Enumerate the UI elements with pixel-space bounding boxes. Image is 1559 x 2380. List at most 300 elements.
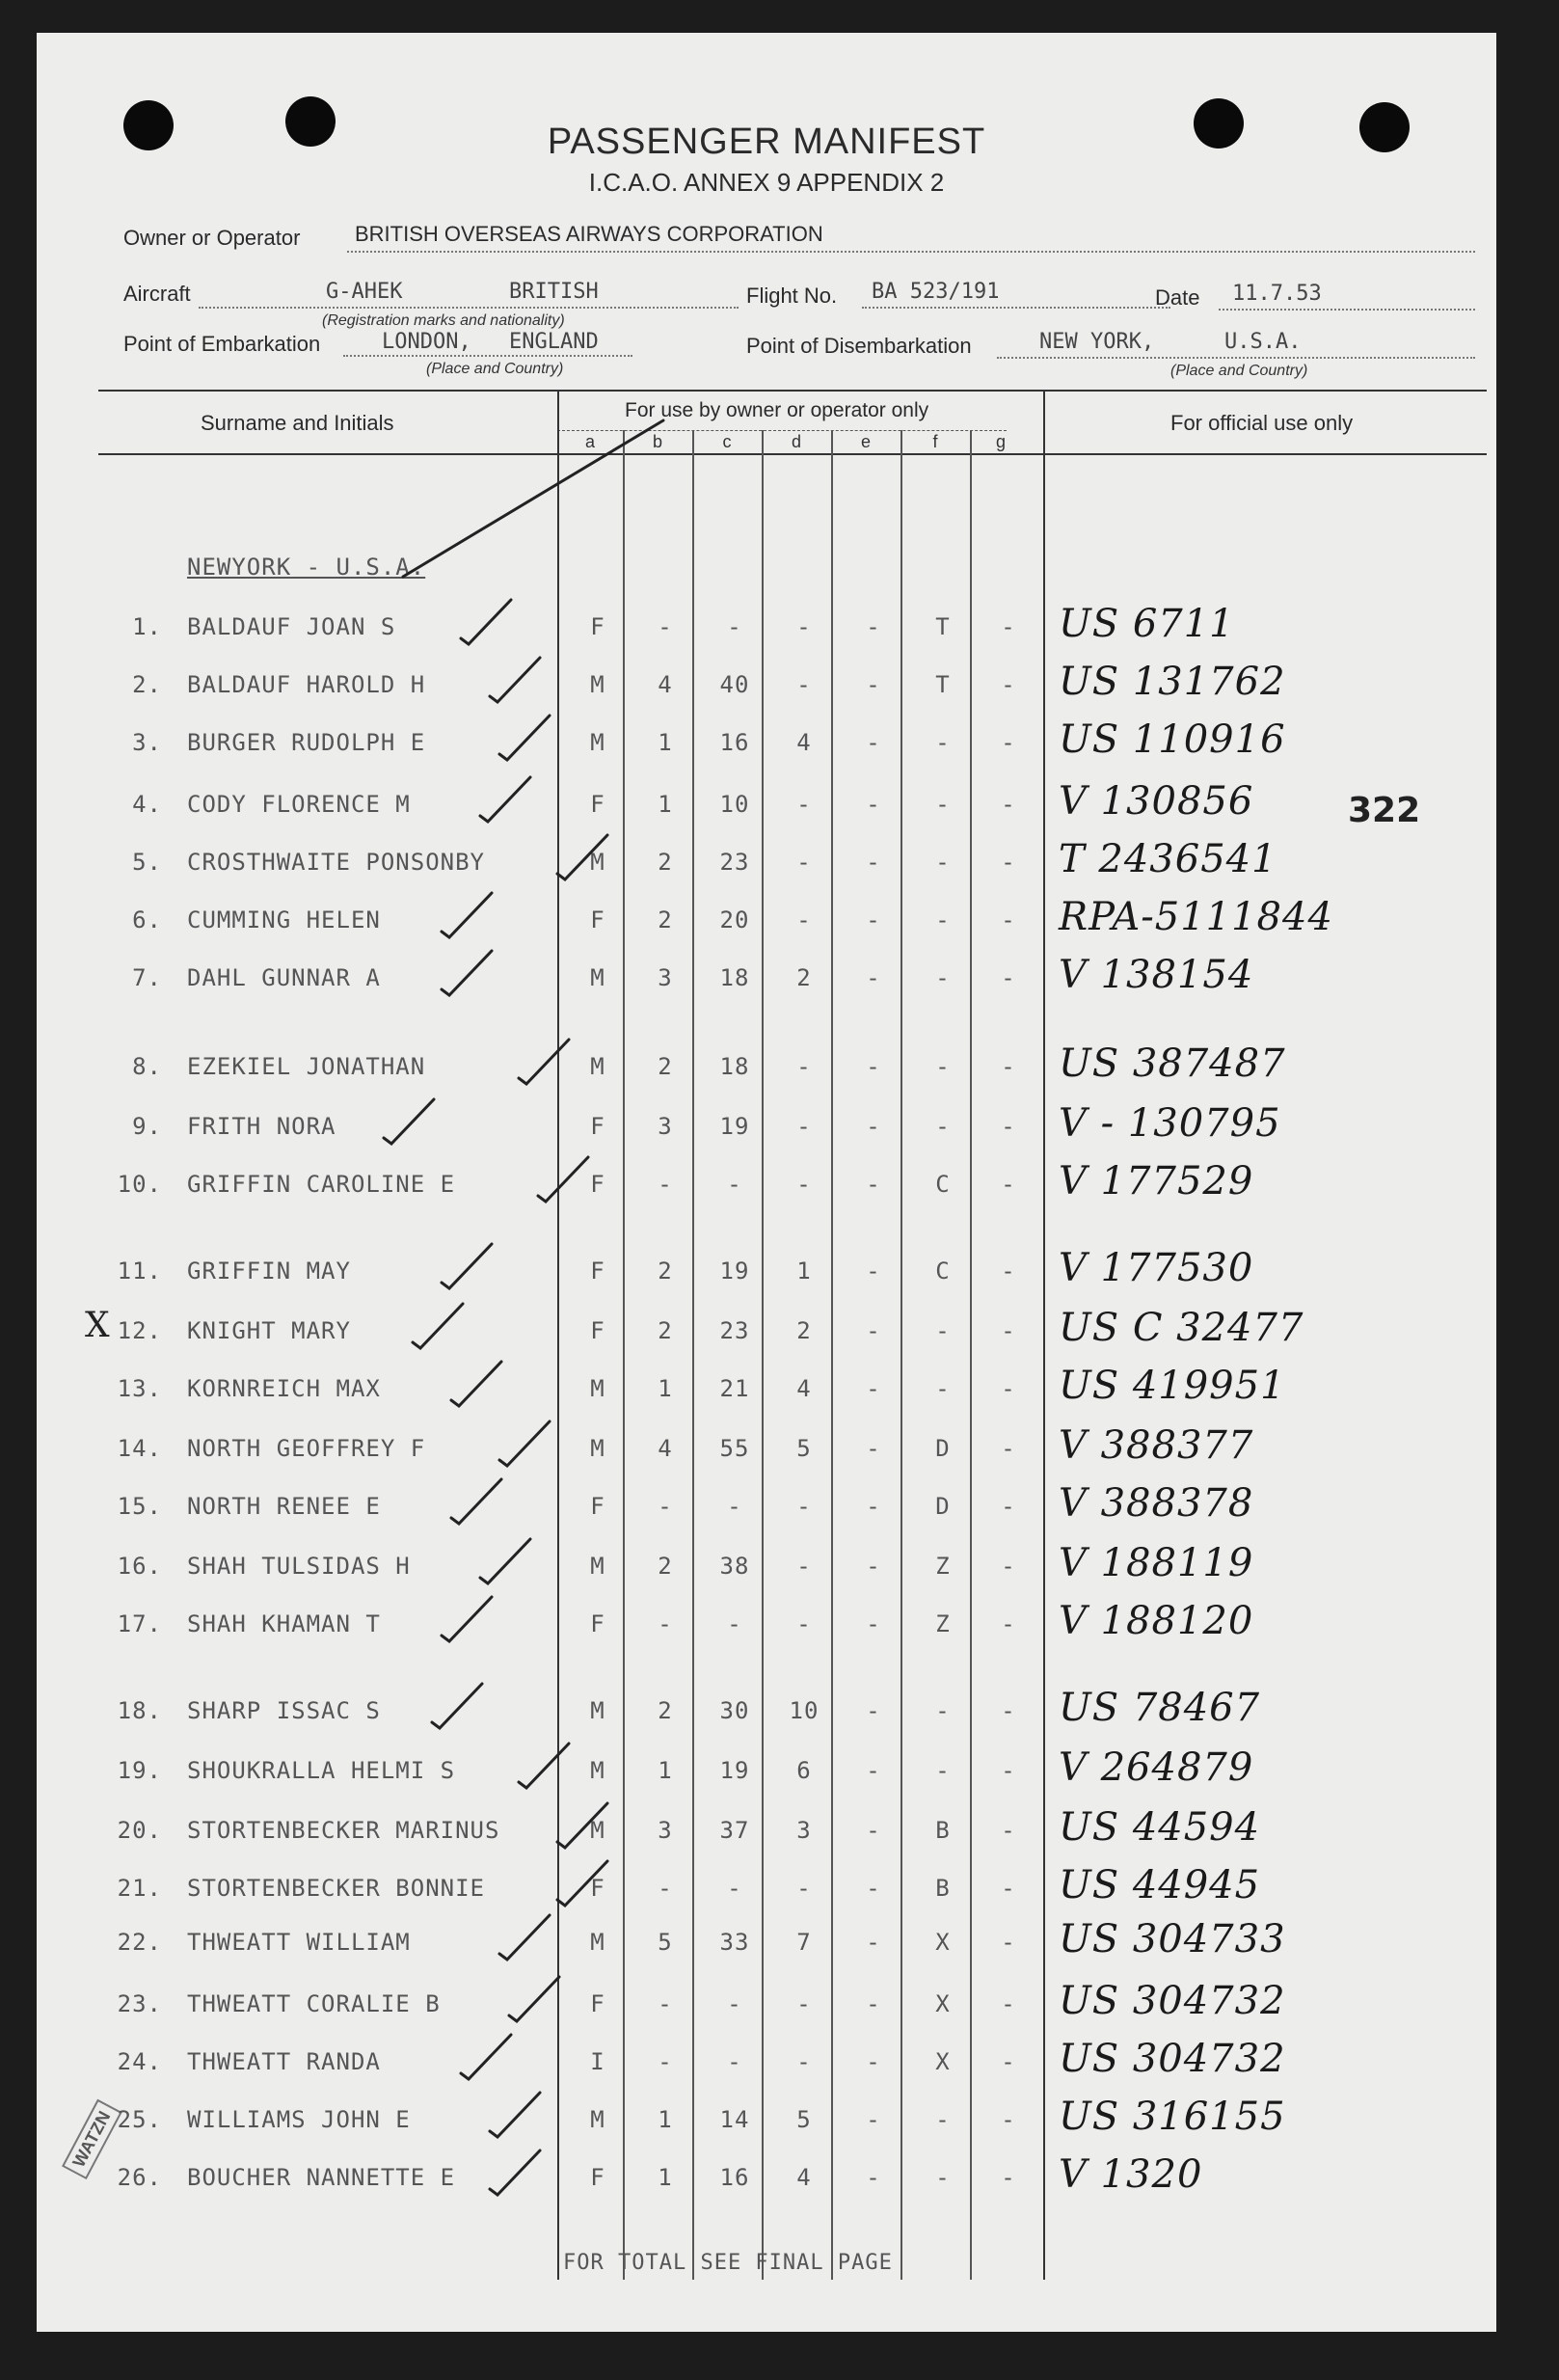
- cell-g: -: [1001, 906, 1016, 933]
- check-mark-icon: [451, 1479, 501, 1524]
- passenger-name: BALDAUF JOAN S: [187, 613, 396, 640]
- cell-b: -: [658, 1875, 673, 1902]
- cell-c: -: [727, 2048, 742, 2075]
- date-value: 11.7.53: [1232, 282, 1322, 306]
- cell-e: -: [866, 1317, 881, 1344]
- cell-d: 4: [796, 729, 812, 756]
- check-mark-icon: [509, 1977, 559, 2021]
- cell-a: M: [590, 1817, 605, 1844]
- cell-c: 19: [719, 1113, 750, 1140]
- cell-b: 2: [658, 849, 673, 876]
- row-number: 14.: [117, 1435, 162, 1462]
- cell-d: 2: [796, 964, 812, 991]
- subcol-g: g: [995, 432, 1006, 451]
- cell-g: -: [1001, 1553, 1016, 1580]
- cell-b: 3: [658, 964, 673, 991]
- cell-c: -: [727, 1171, 742, 1198]
- passenger-name: SHARP ISSAC S: [187, 1697, 381, 1724]
- cell-f: X: [935, 1929, 951, 1956]
- check-marks: [37, 33, 1496, 2332]
- cell-c: 40: [719, 671, 750, 698]
- cell-d: -: [796, 1053, 812, 1080]
- ink-stamp: WATZN: [62, 2099, 122, 2179]
- subcol-e: e: [860, 432, 871, 451]
- flight-label: Flight No.: [746, 284, 838, 308]
- cell-d: -: [796, 791, 812, 818]
- cell-d: -: [796, 671, 812, 698]
- cell-c: 38: [719, 1553, 750, 1580]
- cell-a: M: [590, 1697, 605, 1724]
- passenger-name: GRIFFIN MAY: [187, 1258, 351, 1285]
- cell-f: -: [935, 1053, 951, 1080]
- page-stamp-number: 322: [1348, 791, 1421, 830]
- cell-b: 2: [658, 1053, 673, 1080]
- cell-c: 30: [719, 1697, 750, 1724]
- cell-e: -: [866, 729, 881, 756]
- section-heading: NEWYORK - U.S.A.: [187, 554, 426, 581]
- cell-g: -: [1001, 1610, 1016, 1637]
- cell-b: 1: [658, 791, 673, 818]
- cell-e: -: [866, 1757, 881, 1784]
- subcol-f: f: [932, 432, 938, 451]
- official-entry: US 44594: [1059, 1805, 1261, 1850]
- check-mark-icon: [557, 1861, 607, 1906]
- cell-d: 1: [796, 1258, 812, 1285]
- cell-e: -: [866, 1553, 881, 1580]
- check-mark-icon: [499, 716, 550, 760]
- cell-a: F: [590, 1493, 605, 1520]
- manifest-page: [37, 33, 1496, 2332]
- row-number: 25.: [117, 2106, 162, 2133]
- cell-d: -: [796, 906, 812, 933]
- cell-f: C: [935, 1258, 951, 1285]
- cell-f: -: [935, 1113, 951, 1140]
- cell-b: 1: [658, 1757, 673, 1784]
- passenger-name: SHOUKRALLA HELMI S: [187, 1757, 456, 1784]
- owner-value: BRITISH OVERSEAS AIRWAYS CORPORATION: [355, 222, 823, 246]
- official-entry: US 304732: [1059, 2037, 1286, 2081]
- cell-b: 2: [658, 1258, 673, 1285]
- passenger-name: GRIFFIN CAROLINE E: [187, 1171, 456, 1198]
- official-entry: US 6711: [1059, 602, 1235, 646]
- cell-g: -: [1001, 729, 1016, 756]
- check-mark-icon: [413, 1304, 463, 1348]
- cell-e: -: [866, 613, 881, 640]
- cell-f: D: [935, 1435, 951, 1462]
- cell-b: -: [658, 613, 673, 640]
- cell-e: -: [866, 1258, 881, 1285]
- passenger-name: THWEATT CORALIE B: [187, 1990, 441, 2017]
- cell-a: M: [590, 1929, 605, 1956]
- subcol-c: c: [722, 432, 732, 451]
- check-mark-icon: [451, 1362, 501, 1406]
- cell-b: -: [658, 1493, 673, 1520]
- cell-g: -: [1001, 1990, 1016, 2017]
- cell-c: -: [727, 1493, 742, 1520]
- check-mark-icon: [490, 658, 540, 702]
- cell-a: F: [590, 906, 605, 933]
- row-number: 24.: [117, 2048, 162, 2075]
- cell-e: -: [866, 1113, 881, 1140]
- row-number: 5.: [132, 849, 162, 876]
- cell-e: -: [866, 1610, 881, 1637]
- cell-b: 4: [658, 1435, 673, 1462]
- cell-f: -: [935, 1757, 951, 1784]
- cell-d: -: [796, 1875, 812, 1902]
- cell-g: -: [1001, 613, 1016, 640]
- cell-g: -: [1001, 1258, 1016, 1285]
- cell-d: -: [796, 1113, 812, 1140]
- check-mark-icon: [461, 2035, 511, 2079]
- cell-a: I: [590, 2048, 605, 2075]
- cell-b: 5: [658, 1929, 673, 1956]
- cell-f: T: [935, 671, 951, 698]
- cell-f: X: [935, 1990, 951, 2017]
- official-entry: US 44945: [1059, 1863, 1261, 1907]
- cell-g: -: [1001, 1817, 1016, 1844]
- diagonal-stroke: [403, 420, 663, 577]
- cell-e: -: [866, 1171, 881, 1198]
- cell-d: -: [796, 1553, 812, 1580]
- cell-e: -: [866, 1375, 881, 1402]
- disembarkation-label: Point of Disembarkation: [746, 334, 972, 358]
- official-entry: US 78467: [1059, 1686, 1261, 1730]
- check-mark-icon: [490, 2150, 540, 2195]
- cell-c: 16: [719, 2164, 750, 2191]
- cell-g: -: [1001, 1435, 1016, 1462]
- cell-b: 1: [658, 2164, 673, 2191]
- row-number: 7.: [132, 964, 162, 991]
- cell-c: -: [727, 1875, 742, 1902]
- cell-a: F: [590, 1113, 605, 1140]
- cell-g: -: [1001, 1171, 1016, 1198]
- official-entry: US 316155: [1059, 2095, 1286, 2139]
- cell-g: -: [1001, 1929, 1016, 1956]
- cell-e: -: [866, 1817, 881, 1844]
- cell-f: -: [935, 1697, 951, 1724]
- cell-a: M: [590, 671, 605, 698]
- official-entry: V 177529: [1059, 1159, 1254, 1204]
- cell-c: -: [727, 1610, 742, 1637]
- cell-g: -: [1001, 2106, 1016, 2133]
- passenger-name: SHAH KHAMAN T: [187, 1610, 381, 1637]
- cell-b: 1: [658, 2106, 673, 2133]
- cell-g: -: [1001, 1317, 1016, 1344]
- flight-value: BA 523/191: [872, 280, 1000, 304]
- cell-e: -: [866, 1990, 881, 2017]
- official-entry: V 130856: [1059, 779, 1254, 824]
- passenger-name: CODY FLORENCE M: [187, 791, 411, 818]
- check-mark-icon: [557, 1803, 607, 1848]
- cell-d: 3: [796, 1817, 812, 1844]
- embarkation-place: LONDON,: [382, 330, 471, 354]
- cell-d: 6: [796, 1757, 812, 1784]
- cell-g: -: [1001, 964, 1016, 991]
- official-entry: US 419951: [1059, 1364, 1286, 1408]
- row-number: 16.: [117, 1553, 162, 1580]
- check-mark-icon: [480, 777, 530, 822]
- cell-a: F: [590, 1990, 605, 2017]
- official-entry: V 177530: [1059, 1246, 1254, 1290]
- cell-c: 55: [719, 1435, 750, 1462]
- cell-f: -: [935, 1317, 951, 1344]
- cell-c: 37: [719, 1817, 750, 1844]
- aircraft-caption: (Registration marks and nationality): [322, 312, 565, 329]
- official-entry: US 387487: [1059, 1041, 1286, 1086]
- cell-g: -: [1001, 1697, 1016, 1724]
- cell-f: -: [935, 729, 951, 756]
- cell-d: 2: [796, 1317, 812, 1344]
- cell-e: -: [866, 906, 881, 933]
- cell-f: -: [935, 849, 951, 876]
- cell-g: -: [1001, 2164, 1016, 2191]
- aircraft-nationality: BRITISH: [509, 280, 599, 304]
- row-number: 23.: [117, 1990, 162, 2017]
- official-entry: US 304733: [1059, 1917, 1286, 1961]
- row-number: 10.: [117, 1171, 162, 1198]
- cell-b: 2: [658, 1317, 673, 1344]
- cell-d: -: [796, 1610, 812, 1637]
- aircraft-label: Aircraft: [123, 282, 191, 306]
- document-subtitle: I.C.A.O. ANNEX 9 APPENDIX 2: [588, 168, 945, 197]
- cell-a: M: [590, 1053, 605, 1080]
- cell-g: -: [1001, 1053, 1016, 1080]
- cell-e: -: [866, 791, 881, 818]
- passenger-name: KNIGHT MARY: [187, 1317, 351, 1344]
- row-number: 11.: [117, 1258, 162, 1285]
- passenger-name: NORTH RENEE E: [187, 1493, 381, 1520]
- cell-c: 14: [719, 2106, 750, 2133]
- cell-f: T: [935, 613, 951, 640]
- column-header-official: For official use only: [1170, 411, 1354, 435]
- row-number: 12.: [117, 1317, 162, 1344]
- row-number: 3.: [132, 729, 162, 756]
- cell-g: -: [1001, 1875, 1016, 1902]
- cell-a: F: [590, 613, 605, 640]
- disembarkation-country: U.S.A.: [1224, 330, 1302, 354]
- date-label: Date: [1155, 285, 1200, 310]
- cell-e: -: [866, 1697, 881, 1724]
- passenger-name: STORTENBECKER BONNIE: [187, 1875, 485, 1902]
- official-entry: V 264879: [1059, 1745, 1254, 1790]
- cell-c: 23: [719, 849, 750, 876]
- cell-f: D: [935, 1493, 951, 1520]
- cell-e: -: [866, 849, 881, 876]
- cell-a: F: [590, 1258, 605, 1285]
- cell-f: Z: [935, 1553, 951, 1580]
- official-entry: US 110916: [1059, 717, 1286, 762]
- check-mark-icon: [499, 1915, 550, 1960]
- check-mark-icon: [519, 1040, 569, 1084]
- check-mark-icon: [442, 1597, 492, 1641]
- disembarkation-caption: (Place and Country): [1170, 363, 1308, 379]
- cell-f: -: [935, 964, 951, 991]
- subcol-a: a: [584, 432, 595, 451]
- cell-d: -: [796, 1990, 812, 2017]
- passenger-name: SHAH TULSIDAS H: [187, 1553, 411, 1580]
- cell-a: F: [590, 1875, 605, 1902]
- cell-f: B: [935, 1817, 951, 1844]
- passenger-name: NORTH GEOFFREY F: [187, 1435, 426, 1462]
- check-mark-icon: [490, 2093, 540, 2137]
- footer-note: FOR TOTAL SEE FINAL PAGE: [563, 2251, 893, 2275]
- owner-label: Owner or Operator: [123, 226, 301, 250]
- cell-f: C: [935, 1171, 951, 1198]
- cell-a: M: [590, 1757, 605, 1784]
- passenger-name: BURGER RUDOLPH E: [187, 729, 426, 756]
- official-entry: V 1320: [1059, 2152, 1203, 2197]
- row-number: 19.: [117, 1757, 162, 1784]
- official-entry: V 188119: [1059, 1541, 1254, 1585]
- cell-b: 2: [658, 1553, 673, 1580]
- cell-b: -: [658, 2048, 673, 2075]
- cell-b: 3: [658, 1113, 673, 1140]
- row-number: 15.: [117, 1493, 162, 1520]
- check-mark-icon: [442, 1244, 492, 1288]
- cell-g: -: [1001, 2048, 1016, 2075]
- row-number: 4.: [132, 791, 162, 818]
- cell-b: 3: [658, 1817, 673, 1844]
- cell-b: 2: [658, 906, 673, 933]
- aircraft-reg: G-AHEK: [326, 280, 403, 304]
- passenger-name: CROSTHWAITE PONSONBY: [187, 849, 485, 876]
- row-number: 26.: [117, 2164, 162, 2191]
- passenger-name: EZEKIEL JONATHAN: [187, 1053, 426, 1080]
- cell-g: -: [1001, 791, 1016, 818]
- cell-g: -: [1001, 849, 1016, 876]
- row-number: 1.: [132, 613, 162, 640]
- row-number: 22.: [117, 1929, 162, 1956]
- cell-b: 1: [658, 729, 673, 756]
- cell-a: F: [590, 1317, 605, 1344]
- cell-a: M: [590, 2106, 605, 2133]
- cell-c: 23: [719, 1317, 750, 1344]
- cell-a: F: [590, 791, 605, 818]
- cell-c: 19: [719, 1258, 750, 1285]
- cell-c: 19: [719, 1757, 750, 1784]
- cell-d: 4: [796, 2164, 812, 2191]
- cell-a: F: [590, 2164, 605, 2191]
- cell-c: 16: [719, 729, 750, 756]
- cell-a: F: [590, 1171, 605, 1198]
- column-header-name: Surname and Initials: [201, 411, 394, 435]
- cell-e: -: [866, 1929, 881, 1956]
- cell-a: M: [590, 1375, 605, 1402]
- row-number: 13.: [117, 1375, 162, 1402]
- subcol-d: d: [791, 432, 801, 451]
- cell-d: -: [796, 2048, 812, 2075]
- passenger-name: CUMMING HELEN: [187, 906, 381, 933]
- cell-d: 7: [796, 1929, 812, 1956]
- cell-e: -: [866, 2164, 881, 2191]
- cell-f: -: [935, 2164, 951, 2191]
- check-mark-icon: [538, 1157, 588, 1202]
- cell-d: -: [796, 849, 812, 876]
- passenger-name: BALDAUF HAROLD H: [187, 671, 426, 698]
- cell-e: -: [866, 1435, 881, 1462]
- cell-c: 10: [719, 791, 750, 818]
- cell-a: M: [590, 1553, 605, 1580]
- passenger-name: DAHL GUNNAR A: [187, 964, 381, 991]
- row-number: 17.: [117, 1610, 162, 1637]
- cell-b: 1: [658, 1375, 673, 1402]
- embarkation-label: Point of Embarkation: [123, 332, 321, 356]
- official-entry: V 188120: [1059, 1599, 1254, 1643]
- cell-d: 10: [789, 1697, 820, 1724]
- disembarkation-place: NEW YORK,: [1039, 330, 1155, 354]
- subcol-b: b: [652, 432, 662, 451]
- cell-g: -: [1001, 671, 1016, 698]
- cell-e: -: [866, 1493, 881, 1520]
- passenger-name: THWEATT WILLIAM: [187, 1929, 411, 1956]
- row-number: 2.: [132, 671, 162, 698]
- check-mark-icon: [384, 1099, 434, 1144]
- cell-g: -: [1001, 1757, 1016, 1784]
- cell-d: -: [796, 1171, 812, 1198]
- check-mark-icon: [557, 835, 607, 879]
- cell-a: F: [590, 1610, 605, 1637]
- cell-b: 2: [658, 1697, 673, 1724]
- cell-b: -: [658, 1990, 673, 2017]
- row-number: 18.: [117, 1697, 162, 1724]
- embarkation-country: ENGLAND: [509, 330, 599, 354]
- row-number: 20.: [117, 1817, 162, 1844]
- row-number: 8.: [132, 1053, 162, 1080]
- official-entry: V 388378: [1059, 1481, 1254, 1526]
- cell-c: 33: [719, 1929, 750, 1956]
- official-entry: V - 130795: [1059, 1101, 1281, 1146]
- passenger-name: FRITH NORA: [187, 1113, 336, 1140]
- row-number: 6.: [132, 906, 162, 933]
- check-mark-icon: [519, 1744, 569, 1788]
- embarkation-caption: (Place and Country): [426, 361, 564, 377]
- check-mark-icon: [442, 893, 492, 937]
- passenger-name: BOUCHER NANNETTE E: [187, 2164, 456, 2191]
- passenger-name: WILLIAMS JOHN E: [187, 2106, 411, 2133]
- official-entry: T 2436541: [1059, 837, 1277, 881]
- check-mark-icon: [461, 600, 511, 644]
- cell-e: -: [866, 2048, 881, 2075]
- cell-a: M: [590, 729, 605, 756]
- column-header-owner: For use by owner or operator only: [625, 399, 929, 421]
- cell-e: -: [866, 2106, 881, 2133]
- cell-a: M: [590, 1435, 605, 1462]
- check-mark-icon: [442, 951, 492, 995]
- cell-f: B: [935, 1875, 951, 1902]
- cell-e: -: [866, 671, 881, 698]
- cell-f: -: [935, 906, 951, 933]
- cell-g: -: [1001, 1113, 1016, 1140]
- margin-mark: X: [85, 1306, 110, 1345]
- cell-c: 20: [719, 906, 750, 933]
- cell-f: -: [935, 1375, 951, 1402]
- row-number: 21.: [117, 1875, 162, 1902]
- document-title: PASSENGER MANIFEST: [547, 122, 986, 162]
- cell-e: -: [866, 1875, 881, 1902]
- cell-d: -: [796, 1493, 812, 1520]
- cell-b: -: [658, 1610, 673, 1637]
- cell-b: 4: [658, 671, 673, 698]
- cell-c: -: [727, 1990, 742, 2017]
- cell-c: 21: [719, 1375, 750, 1402]
- cell-f: Z: [935, 1610, 951, 1637]
- cell-f: -: [935, 2106, 951, 2133]
- cell-b: -: [658, 1171, 673, 1198]
- cell-f: -: [935, 791, 951, 818]
- cell-e: -: [866, 964, 881, 991]
- cell-g: -: [1001, 1493, 1016, 1520]
- row-number: 9.: [132, 1113, 162, 1140]
